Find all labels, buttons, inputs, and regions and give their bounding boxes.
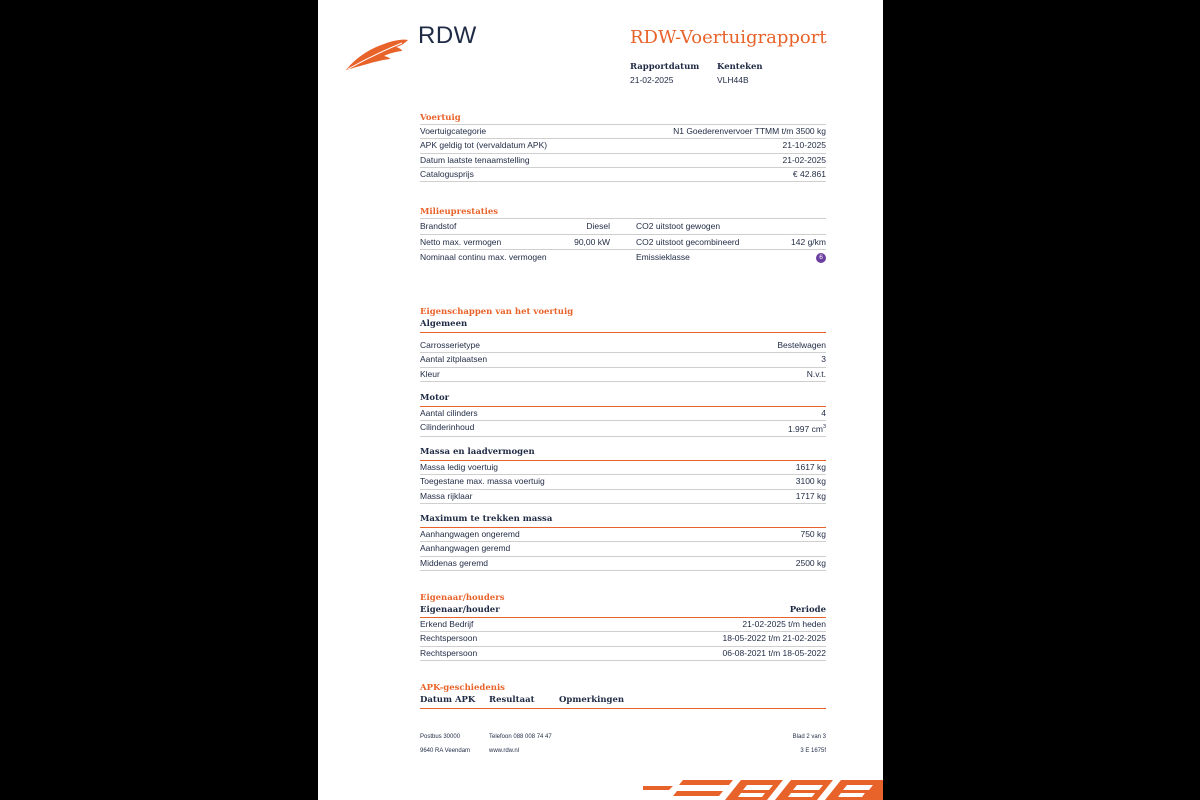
footer-website[interactable]: www.rdw.nl xyxy=(489,748,520,754)
table-row: Kleur N.v.t. xyxy=(420,368,826,382)
section-title: Eigenaar/houders xyxy=(420,593,505,603)
table-row: Aanhangwagen ongeremd 750 kg xyxy=(420,528,826,542)
footer-postbus: Postbus 30000 xyxy=(420,734,461,740)
section-title: Eigenschappen van het voertuig xyxy=(420,307,574,317)
table-row: Nominaal continu max. vermogen Emissieklasse 6 xyxy=(420,250,826,265)
report-page xyxy=(318,0,883,800)
table-row: Middenas geremd 2500 kg xyxy=(420,557,826,571)
meta-label: Rapportdatum xyxy=(630,62,700,72)
table-row: Voertuigcategorie N1 Goederenvervoer TTMM t/m 3500 kg xyxy=(420,125,826,139)
rdw-feather-logo-icon xyxy=(344,36,410,72)
table-row: APK geldig tot (vervaldatum APK) 21-10-2025 xyxy=(420,139,826,153)
brand-name: RDW xyxy=(418,22,477,49)
meta-kenteken xyxy=(717,62,763,85)
subsection-title: Algemeen xyxy=(420,318,826,333)
footer-blad: Blad 2 van 3 xyxy=(792,734,826,740)
table-row: Datum laatste tenaamstelling 21-02-2025 xyxy=(420,154,826,168)
meta-rapportdatum xyxy=(630,62,699,85)
table-row: Rechtspersoon 18-05-2022 t/m 21-02-2025 xyxy=(420,632,826,646)
section-milieuprestaties xyxy=(420,206,826,265)
table-row: Carrosserietype Bestelwagen xyxy=(420,339,826,353)
section-title: Milieuprestaties xyxy=(420,207,499,217)
footer-plaats: 9640 RA Veendam xyxy=(420,748,471,754)
meta-label: Kenteken xyxy=(717,62,763,72)
rdw-stripes-icon xyxy=(643,778,883,800)
table-row: Massa ledig voertuig 1617 kg xyxy=(420,461,826,475)
table-row: Aantal zitplaatsen 3 xyxy=(420,353,826,367)
section-massa xyxy=(420,446,826,504)
table-row: Aanhangwagen geremd xyxy=(420,542,826,556)
table-row: Cilinderinhoud 1.997 $cm^3$ xyxy=(420,421,826,437)
footer-telefoon: Telefoon 088 008 74 47 xyxy=(489,734,552,740)
section-eigenaar xyxy=(420,592,826,661)
table-row: Rechtspersoon 06-08-2021 t/m 18-05-2022 xyxy=(420,647,826,661)
table-row: Aantal cilinders 4 xyxy=(420,407,826,421)
emissieklasse-badge: 6 xyxy=(816,253,826,263)
meta-value: VLH44B xyxy=(717,75,749,85)
table-row: Toegestane max. massa voertuig 3100 kg xyxy=(420,475,826,489)
section-title: Voertuig xyxy=(420,113,461,123)
section-voertuig xyxy=(420,112,826,182)
subsection-title: Maximum te trekken massa xyxy=(420,513,826,528)
table-row: Catalogusprijs € 42.861 xyxy=(420,168,826,182)
table-header: Eigenaar/houder Periode xyxy=(420,604,826,618)
section-trekken xyxy=(420,513,826,571)
section-title: APK-geschiedenis xyxy=(420,683,505,693)
section-apk xyxy=(420,682,826,709)
table-row: Brandstof Diesel CO2 uitstoot gewogen xyxy=(420,219,826,235)
table-row: Massa rijklaar 1717 kg xyxy=(420,490,826,504)
subsection-title: Motor xyxy=(420,392,826,407)
section-eigenschappen xyxy=(420,306,826,382)
table-row: Netto max. vermogen 90,00 kW CO2 uitstoot gecombineerd 142 g/km xyxy=(420,235,826,251)
subsection-title: Massa en laadvermogen xyxy=(420,446,826,461)
footer-code: 3 E 1675f xyxy=(800,748,826,754)
section-motor xyxy=(420,392,826,437)
meta-value: 21-02-2025 xyxy=(630,75,674,85)
table-row: Erkend Bedrijf 21-02-2025 t/m heden xyxy=(420,618,826,632)
table-header: Datum APK Resultaat Opmerkingen xyxy=(420,694,826,709)
report-title: RDW-Voertuigrapport xyxy=(630,27,827,48)
